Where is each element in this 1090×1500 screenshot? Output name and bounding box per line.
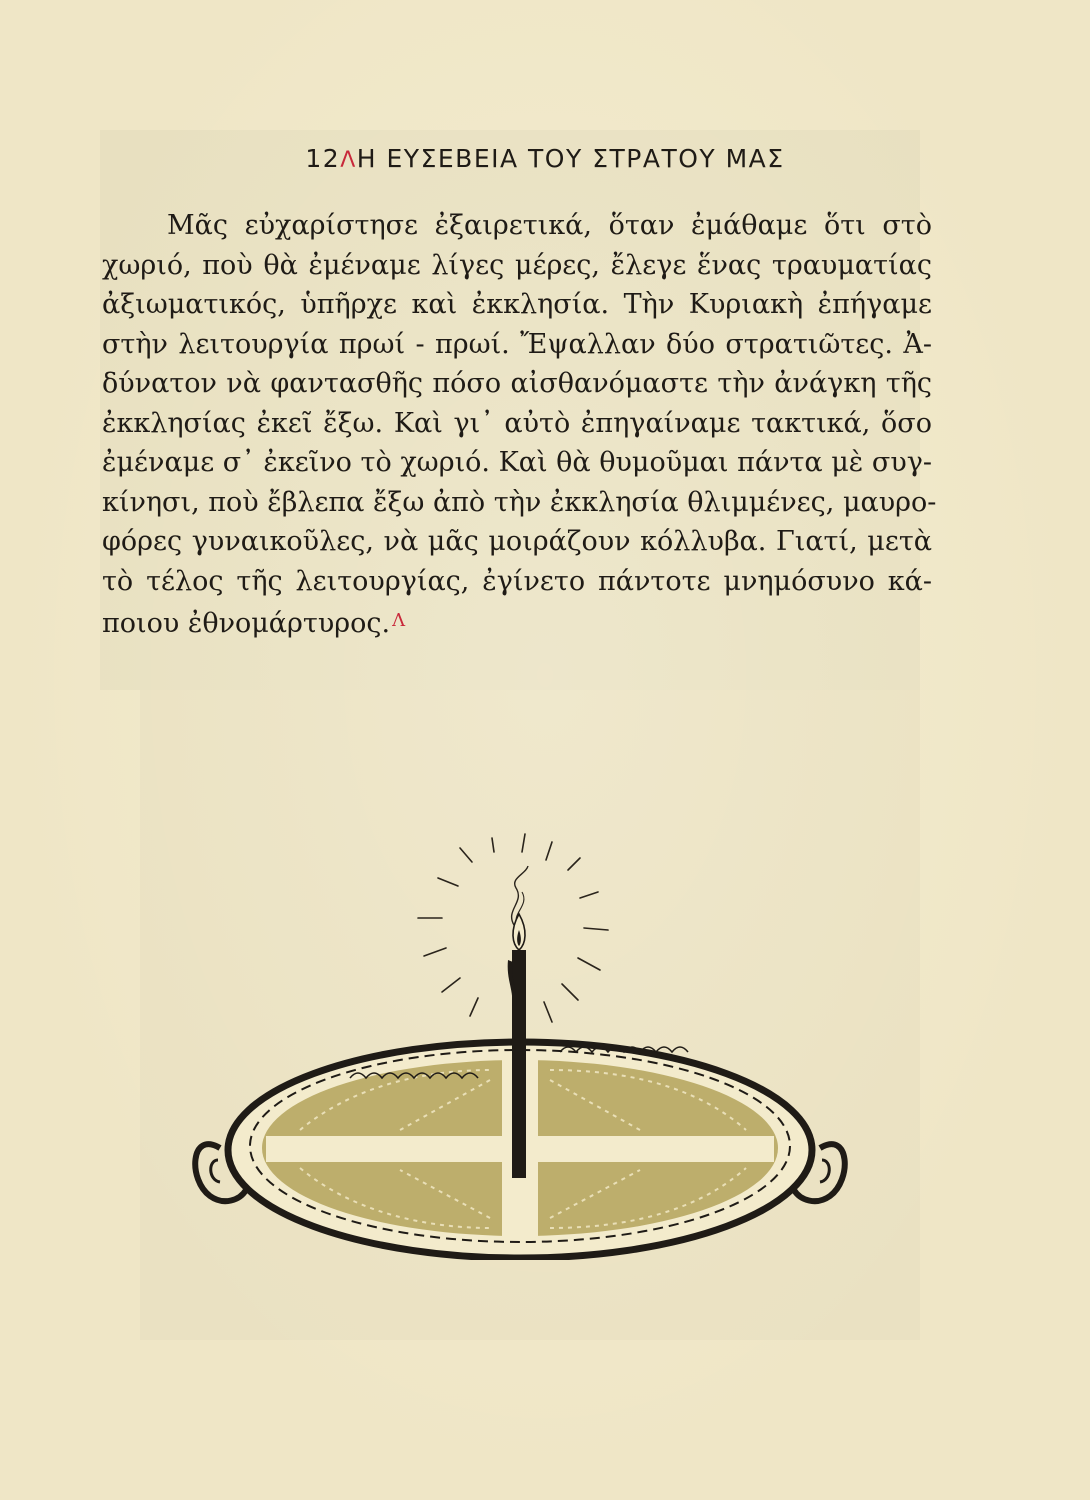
end-ornament: Λ: [392, 610, 406, 631]
text-line: χωριό, ποὺ θὰ ἐμέναμε λίγες μέρες, ἔλεγε ἕνας τραυματίας: [102, 249, 932, 281]
text-line: φόρες γυναικοῦλες, νὰ μᾶς μοιράζουν κόλλυβα. Γιατί, μετὰ: [102, 526, 932, 557]
text-line: ἀξιωματικός, ὑπῆρχε καὶ ἐκκλησία. Τὴν Κυριακὴ ἐπήγαμε: [102, 289, 932, 320]
text-line: στὴν λειτουργία πρωί - πρωί. Ἔψαλλαν δύο στρατιῶτες. Ἀ-: [102, 328, 932, 360]
text-line: τὸ τέλος τῆς λειτουργίας, ἐγίνετο πάντοτε μνημόσυνο κά-: [102, 565, 932, 597]
text-line: ἐκκλησίας ἐκεῖ ἔξω. Καὶ γι᾽ αὐτὸ ἐπηγαίναμε τακτικά, ὅσο: [102, 407, 932, 439]
text-line: ἐμέναμε σ᾽ ἐκεῖνο τὸ χωριό. Καὶ θὰ θυμοῦμαι πάντα μὲ συγ-: [102, 447, 932, 478]
text-line: δύνατον νὰ φαντασθῆς πόσο αἰσθανόμαστε τὴν ἀνάγκη τῆς: [102, 368, 932, 399]
header-ornament: Λ: [340, 148, 357, 173]
paragraph: [102, 206, 937, 644]
text-line: κίνησι, ποὺ ἔβλεπα ἔξω ἀπὸ τὴν ἐκκλησία θλιμμένες, μαυρο-: [102, 486, 937, 518]
text-line-last: [102, 601, 932, 644]
text-line-end: ποιου ἐθνομάρτυρος.: [102, 608, 391, 639]
page-number: 12: [305, 144, 341, 173]
chapter-title: Η ΕΥΣΕΒΕΙΑ ΤΟΥ ΣΤΡΑΤΟΥ ΜΑΣ: [356, 144, 785, 173]
kollyva-tray-with-candle-icon: [180, 830, 860, 1260]
text-line: Μᾶς εὐχαρίστησε ἐξαιρετικά, ὅταν ἐμάθαμε ὅτι στὸ: [167, 210, 932, 241]
page-header: [0, 144, 1090, 173]
